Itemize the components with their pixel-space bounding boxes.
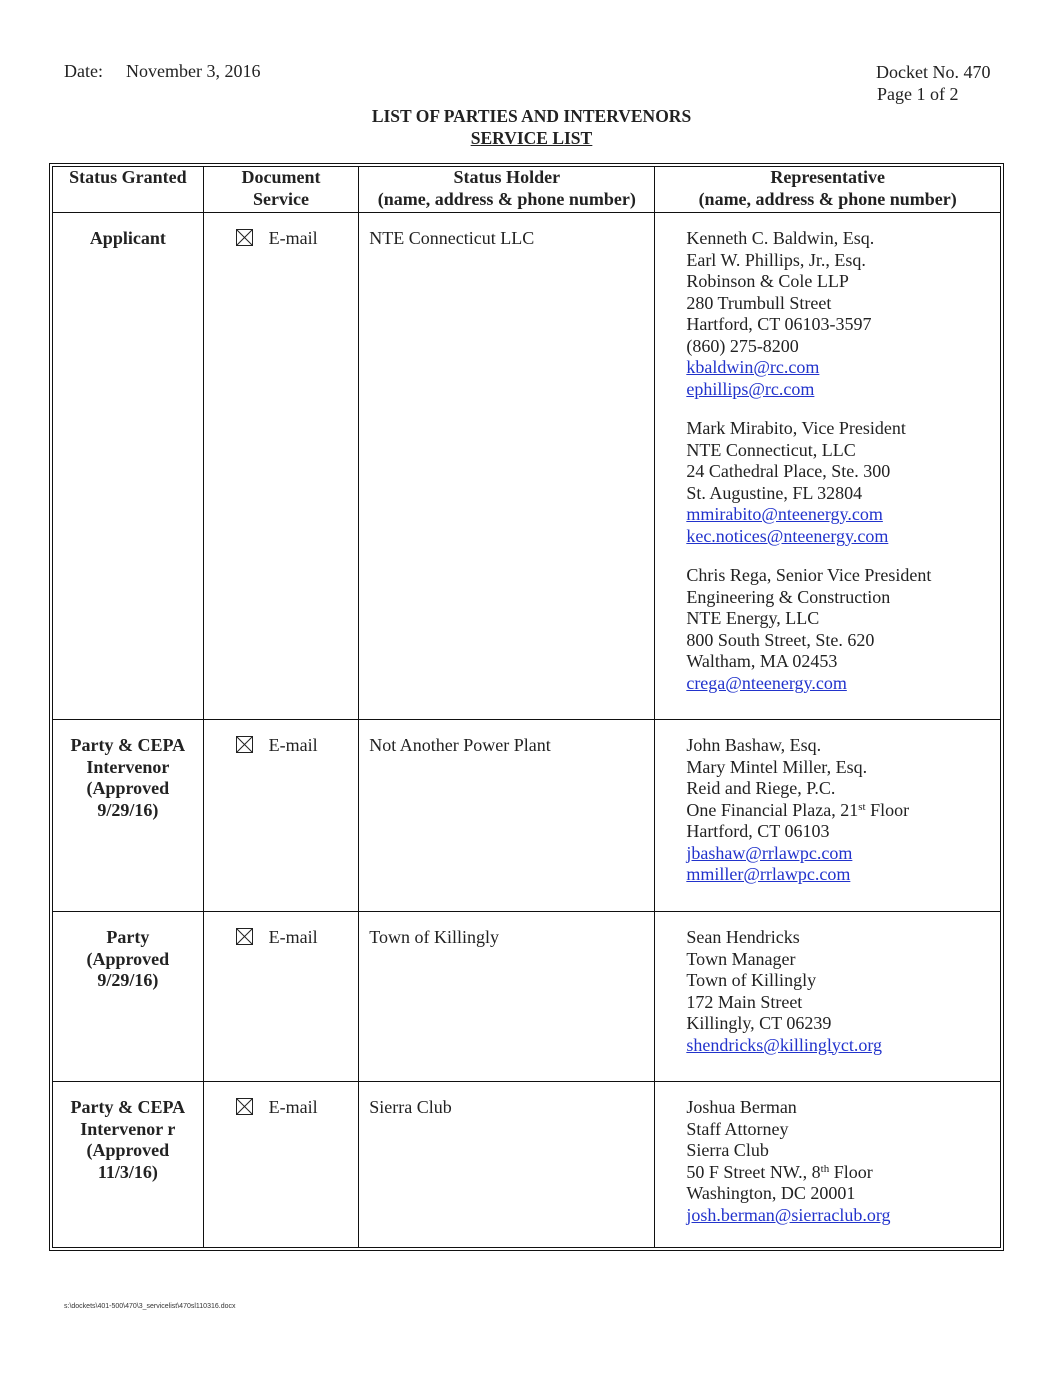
email-link[interactable]: mmiller@rrlawpc.com — [686, 864, 851, 884]
email-link[interactable]: josh.berman@sierraclub.org — [686, 1204, 891, 1225]
email-link[interactable]: kbaldwin@rc.com — [686, 357, 820, 377]
representative-block — [686, 418, 1000, 547]
status-line: Party — [106, 927, 150, 947]
representative-block — [686, 565, 1000, 694]
document-subtitle: SERVICE LIST — [470, 128, 593, 148]
table-row — [53, 912, 1000, 1082]
representative-cell — [655, 1082, 1000, 1247]
table-row — [53, 213, 1000, 720]
status-granted-cell — [53, 1082, 204, 1247]
address-line: Staff Attorney — [686, 1118, 789, 1139]
table-header-row — [53, 167, 1000, 213]
date-value: November 3, 2016 — [126, 61, 261, 81]
status-holder-cell: Not Another Power Plant — [359, 720, 655, 912]
checked-checkbox-icon[interactable] — [236, 928, 253, 945]
representative-block — [686, 735, 1000, 886]
service-method: E-mail — [268, 927, 318, 947]
address-line: 24 Cathedral Place, Ste. 300 — [686, 461, 891, 481]
document-title: LIST OF PARTIES AND INTERVENORS — [371, 106, 692, 126]
address-line: NTE Energy, LLC — [686, 608, 820, 628]
service-method: E-mail — [268, 1097, 318, 1117]
address-line: Hartford, CT 06103-3597 — [686, 314, 872, 334]
status-holder-cell: Sierra Club — [359, 1082, 655, 1247]
checked-checkbox-icon[interactable] — [236, 736, 253, 753]
header-document-service: Document Service — [204, 167, 360, 213]
representative-cell — [655, 912, 1000, 1082]
date-header — [64, 61, 260, 82]
representative-block — [686, 1097, 1000, 1226]
address-line: Chris Rega, Senior Vice President — [686, 565, 932, 585]
address-line: Robinson & Cole LLP — [686, 271, 849, 291]
address-line: Washington, DC 20001 — [686, 1183, 856, 1203]
address-line: Town of Killingly — [686, 970, 817, 990]
address-line: Mark Mirabito, Vice President — [686, 418, 906, 438]
status-line: 9/29/16) — [97, 799, 159, 820]
address-line: 800 South Street, Ste. 620 — [686, 629, 875, 650]
status-granted-cell — [53, 720, 204, 912]
checked-checkbox-icon[interactable] — [236, 1098, 253, 1115]
service-method: E-mail — [268, 735, 318, 755]
address-line: Kenneth C. Baldwin, Esq. — [686, 228, 875, 248]
representative-block — [686, 228, 1000, 400]
status-line: (Approved — [86, 778, 170, 798]
representative-block — [686, 927, 1000, 1056]
header-representative: Representative (name, address & phone number) — [655, 167, 1000, 213]
address-line: NTE Connecticut, LLC — [686, 439, 856, 460]
checked-checkbox-icon[interactable] — [236, 229, 253, 246]
page-number: Page 1 of 2 — [877, 84, 959, 104]
docket-number: Docket No. 470 — [876, 62, 991, 82]
address-line: Engineering & Construction — [686, 586, 891, 607]
status-holder-cell: Town of Killingly — [359, 912, 655, 1082]
date-label: Date: — [64, 61, 103, 81]
address-line: St. Augustine, FL 32804 — [686, 482, 863, 503]
document-service-cell — [204, 1082, 360, 1247]
status-line: (Approved — [86, 1140, 170, 1160]
address-line: John Bashaw, Esq. — [686, 735, 822, 755]
address-line: Sean Hendricks — [686, 927, 800, 947]
document-service-cell — [204, 720, 360, 912]
status-holder-cell: NTE Connecticut LLC — [359, 213, 655, 720]
status-line: Intervenor r — [80, 1118, 176, 1139]
email-link[interactable]: ephillips@rc.com — [686, 378, 815, 399]
email-link[interactable]: jbashaw@rrlawpc.com — [686, 842, 853, 863]
service-method: E-mail — [268, 228, 318, 248]
email-link[interactable]: mmirabito@nteenergy.com — [686, 504, 883, 524]
status-line: 9/29/16) — [97, 970, 159, 990]
address-line: One Financial Plaza, 21st Floor — [686, 799, 910, 820]
header-status-granted: Status Granted — [53, 167, 204, 213]
file-path-footer: s:\dockets\401-500\470\3_servicelist\470sl110316.docx — [64, 1303, 236, 1310]
address-line: Mary Mintel Miller, Esq. — [686, 756, 868, 777]
address-line: Killingly, CT 06239 — [686, 1013, 832, 1033]
status-line: (Approved — [86, 948, 170, 969]
status-line: Party & CEPA — [70, 1097, 186, 1117]
address-line: 50 F Street NW., 8th Floor — [686, 1161, 873, 1182]
status-line: Party & CEPA — [70, 735, 186, 755]
status-line: Applicant — [89, 228, 166, 248]
status-granted-cell — [53, 912, 204, 1082]
table-body — [53, 213, 1000, 1247]
status-line: Intervenor — [86, 756, 170, 777]
document-service-cell — [204, 213, 360, 720]
representative-cell — [655, 213, 1000, 720]
email-link[interactable]: shendricks@killinglyct.org — [686, 1034, 883, 1055]
address-line: (860) 275-8200 — [686, 335, 799, 356]
document-service-cell — [204, 912, 360, 1082]
address-line: Earl W. Phillips, Jr., Esq. — [686, 249, 866, 270]
email-link[interactable]: crega@nteenergy.com — [686, 672, 847, 693]
address-line: Hartford, CT 06103 — [686, 821, 830, 841]
table-row — [53, 720, 1000, 912]
address-line: Reid and Riege, P.C. — [686, 778, 836, 798]
status-line: 11/3/16) — [97, 1161, 158, 1182]
address-line: Town Manager — [686, 948, 796, 969]
address-line: Joshua Berman — [686, 1097, 797, 1117]
address-line: 280 Trumbull Street — [686, 292, 832, 313]
representative-cell — [655, 720, 1000, 912]
address-line: 172 Main Street — [686, 991, 803, 1012]
status-granted-cell — [53, 213, 204, 720]
docket-header — [876, 61, 990, 105]
email-link[interactable]: kec.notices@nteenergy.com — [686, 525, 889, 546]
address-line: Waltham, MA 02453 — [686, 651, 838, 671]
service-list-table — [52, 166, 1001, 1248]
address-line: Sierra Club — [686, 1140, 769, 1160]
table-row — [53, 1082, 1000, 1247]
header-status-holder: Status Holder (name, address & phone number) — [359, 167, 655, 213]
